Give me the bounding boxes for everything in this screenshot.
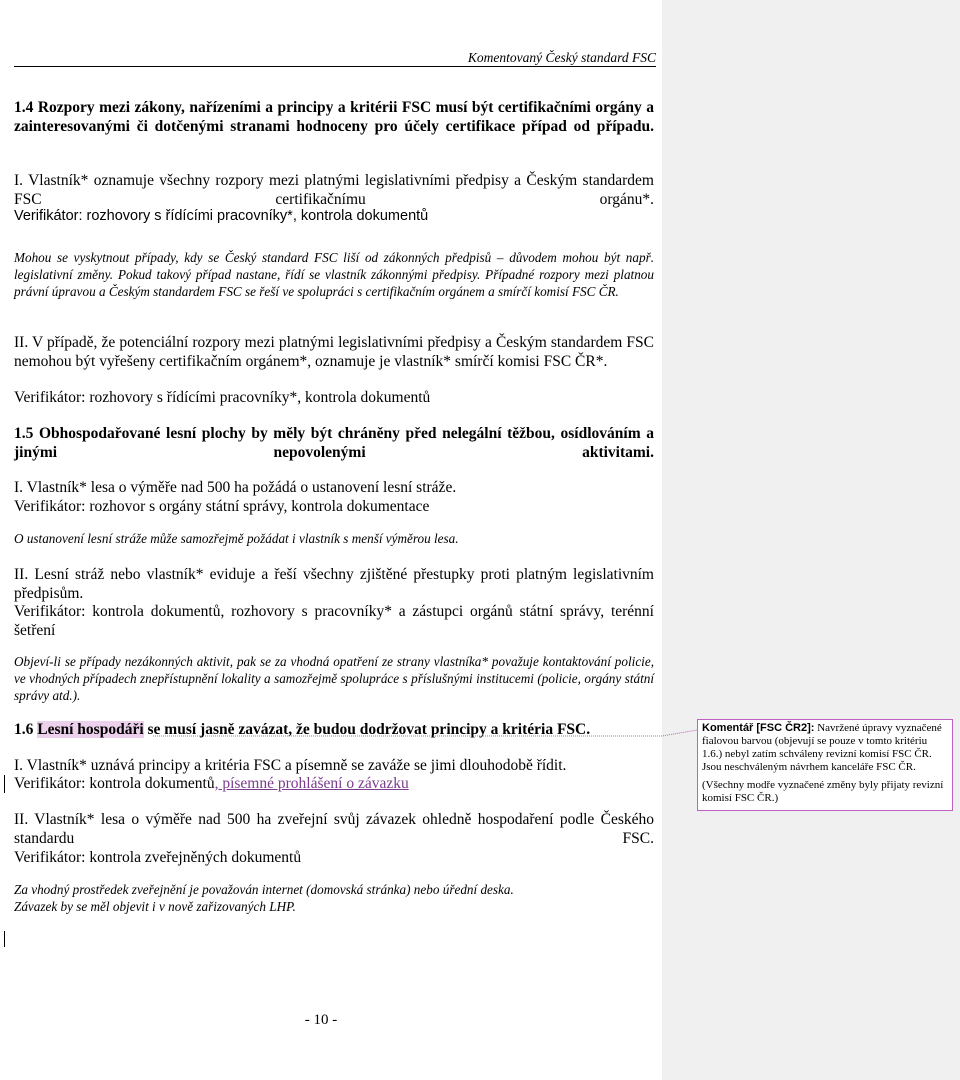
comment-balloon[interactable] <box>697 719 953 811</box>
comment-label: Komentář [FSC ČR2]: <box>702 722 815 734</box>
section-1-6-note-line-2: Závazek by se měl objevit i v nově zařizovaných LHP. <box>14 899 296 914</box>
section-1-4-item-2-verifier: Verifikátor: rozhovory s řídícími pracovníky*, kontrola dokumentů <box>14 389 431 406</box>
section-1-6-heading-rest: se musí jasně zavázat, že budou dodržovat principy a kritéria FSC. <box>147 721 591 738</box>
page-header: Komentovaný Český standard FSC <box>467 50 656 65</box>
section-1-6-item-1: I. Vlastník* uznává principy a kritéria FSC a písemně se zaváže se jimi dlouhodobě řídit. <box>14 757 567 774</box>
tracked-insertion-link[interactable]: , písemné prohlášení o závazku <box>214 775 409 792</box>
page-number: - 10 - <box>304 1012 338 1028</box>
section-1-4-note: Mohou se vyskytnout případy, kdy se Český standard FSC liší od zákonných předpisů – důvodem mohou být např. legislativní změny. Pokud takový případ nastane, řídí se vlastník zákonnými předpisy. Případné rozpory mezi platnou právní úpravou a Českým standardem FSC se řeší ve spolupráci s certifikačním orgánem a smírčí komisí FSC ČR. <box>14 250 654 299</box>
commented-text-highlight[interactable]: Lesní hospodáři <box>37 721 144 738</box>
comment-text-2: (Všechny modře vyznačené změny byly přijaty revizní komisí FSC ČR.) <box>702 779 944 804</box>
section-1-5-heading: 1.5 Obhospodařované lesní plochy by měly být chráněny před nelegální těžbou, osídlováním a jinými nepovolenými aktivitami. <box>14 425 654 461</box>
section-1-6-note-line-1: Za vhodný prostředek zveřejnění je považován internet (domovská stránka) nebo úřední deska. <box>14 882 514 897</box>
section-1-5-note-1: O ustanovení lesní stráže může samozřejmě požádat i vlastník s menší výměrou lesa. <box>14 531 459 546</box>
verifier-text: Verifikátor: kontrola dokumentů <box>14 775 215 792</box>
section-1-6-number: 1.6 <box>14 721 34 738</box>
section-1-4-heading: 1.4 Rozpory mezi zákony, nařízeními a principy a kritérii FSC musí být certifikačními orgány a zainteresovanými či dotčenými stranami hodnoceny pro účely certifikace případ od případu. <box>14 99 654 135</box>
comment-connector-line <box>153 730 697 736</box>
section-1-4-item-2: II. V případě, že potenciální rozpory mezi platnými legislativními předpisy a Českým standardem FSC nemohou být vyřešeny certifikačním orgánem*, oznamuje je vlastník* smírčí komisi FSC ČR*. <box>14 334 654 370</box>
section-1-5-item-1-verifier: Verifikátor: rozhovor s orgány státní správy, kontrola dokumentace <box>14 498 430 515</box>
section-1-6-item-2-verifier: Verifikátor: kontrola zveřejněných dokumentů <box>14 849 302 866</box>
section-1-5-item-1: I. Vlastník* lesa o výměře nad 500 ha požádá o ustanovení lesní stráže. <box>14 479 457 496</box>
comment-paragraph-1 <box>702 722 948 774</box>
section-1-4-item-1: I. Vlastník* oznamuje všechny rozpory mezi platnými legislativními předpisy a Českým standardem FSC certifikačnímu orgánu*. <box>14 172 654 208</box>
section-1-5-note-2: Objeví-li se případy nezákonných aktivit, pak se za vhodná opatření ze strany vlastníka* považuje kontaktování policie, ve vhodných případech znepřístupnění lokality a samozřejmě spolupráce s příslušnými institucemi (policie, orgány státní správy atd.). <box>14 654 654 703</box>
section-1-6-item-2: II. Vlastník* lesa o výměře nad 500 ha zveřejní svůj závazek ohledně hospodaření podle Českého standardu FSC. <box>14 811 654 847</box>
comment-text-1: Navržené úpravy vyznačené fialovou barvou (objevují se pouze v tomto kritériu 1.6.) nebyl zatím schváleny revizní komisí FSC ČR. Jsou neschváleným návrhem kanceláře FSC ČR. <box>702 722 942 773</box>
section-1-5-item-2: II. Lesní stráž nebo vlastník* eviduje a řeší všechny zjištěné přestupky proti platným legislativním předpisům. <box>14 566 654 602</box>
section-1-5-item-2-verifier: Verifikátor: kontrola dokumentů, rozhovory s pracovníky* a zástupci orgánů státní správy, terénní šetření <box>14 603 654 639</box>
section-1-4-item-1-verifier: Verifikátor: rozhovory s řídícími pracovníky*, kontrola dokumentů <box>14 208 429 224</box>
